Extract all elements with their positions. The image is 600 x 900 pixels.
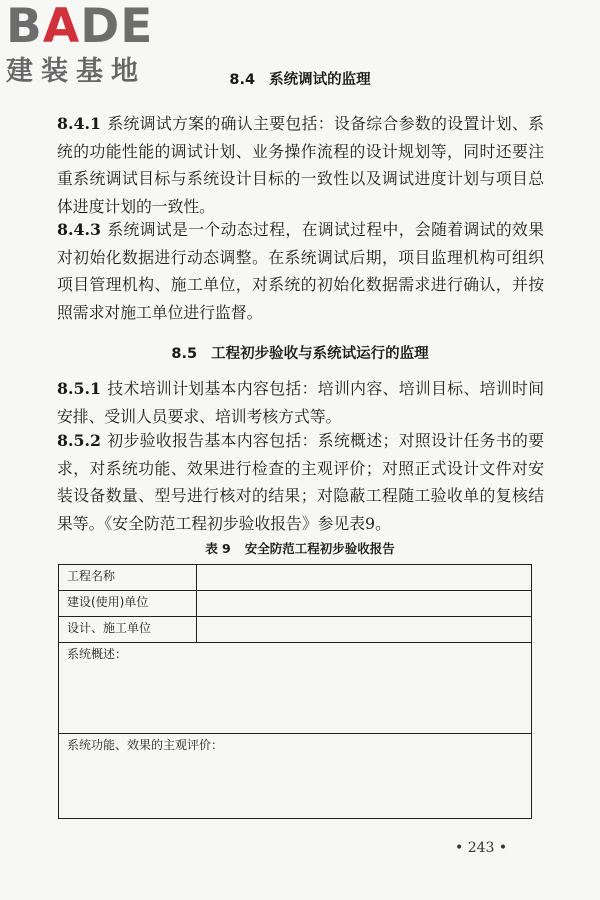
clause-text: 技术培训计划基本内容包括：培训内容、培训目标、培训时间安排、受训人员要求、培训考核方式等。 [57,379,544,426]
table-title: 安全防范工程初步验收报告 [244,541,395,556]
table-value-cell [197,617,532,643]
clause-number: 8.4.1 [57,114,101,133]
table-row [59,734,532,819]
page-number: • 243 • [455,840,508,856]
clause-number: 8.4.3 [57,220,101,239]
clause-text: 系统调试方案的确认主要包括：设备综合参数的设置计划、系统的功能性能的调试计划、业务操作流程的设计规划等，同时还要注重系统调试目标与系统设计目标的一致性以及调试进度计划与项目总体进度计划的一致性。 [57,114,544,216]
section-title: 工程初步验收与系统试运行的监理 [211,346,429,362]
system-overview-cell: 系统概述： [59,643,532,734]
paragraph-8-4-1 [57,110,544,220]
table-label-cell: 设计、施工单位 [59,617,197,643]
clause-text: 系统调试是一个动态过程，在调试过程中，会随着调试的效果对初始化数据进行动态调整。在系统调试后期，项目监理机构可组织项目管理机构、施工单位，对系统的初始化数据需求进行确认，并按照需求对施工单位进行监督。 [57,220,544,322]
section-title: 系统调试的监理 [269,72,371,88]
table-row [59,643,532,734]
logo-wordmark [6,2,176,52]
table-row [59,565,532,591]
logo-wordmark-a: A [42,0,81,54]
table-value-cell [197,591,532,617]
logo-chinese-text: 建装基地 [6,56,146,87]
logo-wordmark-b: B [6,0,43,54]
section-heading-8-5 [0,342,600,363]
section-number: 8.4 [229,72,256,88]
subjective-evaluation-cell: 系统功能、效果的主观评价： [59,734,532,819]
clause-number: 8.5.1 [57,379,101,398]
section-number: 8.5 [171,346,198,362]
clause-text: 初步验收报告基本内容包括：系统概述；对照设计任务书的要求，对系统功能、效果进行检查的主观评价；对照正式设计文件对安装设备数量、型号进行核对的结果；对隐蔽工程随工验收单的复核结果等。《安全防范工程初步验收报告》参见表9。 [57,431,544,533]
logo-wordmark-de: DE [80,0,154,54]
table-label-cell: 建设(使用)单位 [59,591,197,617]
table-caption [0,539,600,557]
table-value-cell [197,565,532,591]
paragraph-8-5-2 [57,427,544,537]
table-label-cell: 工程名称 [59,565,197,591]
paragraph-8-4-3 [57,216,544,326]
section-heading-8-4 [0,68,600,89]
table-row [59,617,532,643]
table-number: 表 9 [205,541,231,556]
paragraph-8-5-1 [57,375,544,430]
acceptance-report-table [58,564,532,819]
clause-number: 8.5.2 [57,431,101,450]
table-row [59,591,532,617]
